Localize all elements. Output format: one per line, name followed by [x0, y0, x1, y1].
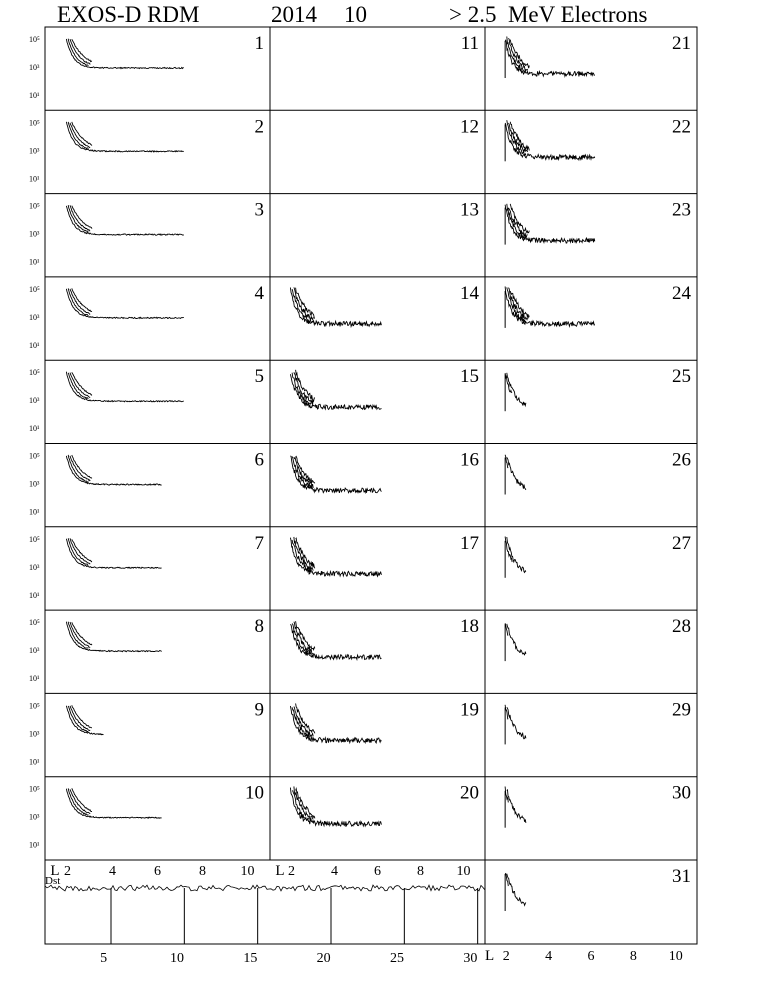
x-tick-label: 6 — [154, 864, 161, 879]
x-axis-label: L — [485, 948, 495, 964]
day-label: 20 — [460, 782, 479, 804]
y-tick-label: 10¹ — [29, 257, 40, 267]
y-tick-label: 10⁵ — [29, 201, 40, 211]
y-tick-label: 10¹ — [29, 840, 40, 850]
chart-month: 10 — [344, 2, 367, 27]
y-tick-label: 10¹ — [29, 507, 40, 517]
y-tick-label: 10⁵ — [29, 368, 40, 378]
y-tick-label: 10³ — [29, 812, 40, 822]
x-tick-label: 10 — [668, 949, 683, 964]
day-label: 31 — [672, 866, 691, 887]
y-tick-label: 10³ — [29, 312, 40, 322]
day-label: 2 — [254, 116, 264, 138]
panel-frames — [45, 27, 697, 944]
day-label: 19 — [460, 699, 479, 721]
flux-trace-day-23 — [505, 205, 595, 243]
x-tick-label: 10 — [456, 864, 471, 879]
y-tick-label: 10⁵ — [29, 451, 40, 461]
day-label: 4 — [254, 282, 264, 304]
day-label: 27 — [672, 532, 691, 554]
day-label: 11 — [460, 33, 479, 54]
flux-trace-day-29 — [507, 707, 526, 739]
y-tick-label: 10³ — [29, 146, 40, 156]
x-axis-label: L — [50, 863, 60, 879]
y-tick-label: 10³ — [29, 479, 40, 489]
flux-trace-day-10 — [66, 789, 161, 819]
flux-trace-day-27 — [505, 537, 512, 563]
y-tick-label: 10⁵ — [29, 35, 40, 44]
flux-trace-day-15 — [290, 374, 381, 409]
y-tick-label: 10¹ — [29, 91, 40, 100]
x-tick-label: 8 — [417, 864, 424, 879]
day-label: 13 — [460, 199, 479, 221]
flux-trace-day-30 — [507, 790, 526, 823]
day-label: 5 — [254, 366, 264, 388]
y-tick-label: 10¹ — [29, 174, 40, 184]
flux-trace-day-25 — [505, 373, 512, 393]
x-tick-label: 8 — [199, 864, 206, 879]
day-label: 7 — [254, 532, 264, 554]
flux-trace-day-22 — [505, 123, 595, 160]
chart-title: EXOS-D RDM — [57, 2, 200, 27]
flux-trace-day-28 — [507, 624, 526, 655]
outer-frame — [45, 27, 697, 944]
y-tick-label: 10¹ — [29, 424, 40, 434]
x-tick-label: 4 — [109, 864, 116, 879]
day-label: 22 — [672, 116, 691, 138]
bottom-axis-tick: 5 — [100, 951, 108, 966]
day-label: 26 — [672, 449, 691, 471]
day-label: 28 — [672, 616, 691, 638]
flux-trace-day-18 — [290, 624, 381, 659]
y-tick-label: 10³ — [29, 229, 40, 239]
y-tick-label: 10⁵ — [29, 784, 40, 794]
flux-trace-day-25 — [507, 373, 526, 406]
day-label: 12 — [460, 116, 479, 138]
x-tick-label: 2 — [64, 864, 71, 879]
flux-trace-day-14 — [292, 289, 311, 323]
bottom-axis-tick: 25 — [390, 951, 404, 966]
day-label: 17 — [460, 532, 479, 554]
day-label: 10 — [245, 782, 264, 804]
day-label: 3 — [254, 199, 264, 221]
day-label: 14 — [460, 282, 479, 304]
y-tick-label: 10³ — [29, 63, 40, 72]
x-tick-label: 8 — [629, 949, 637, 964]
day-label: 18 — [460, 616, 479, 638]
day-label: 25 — [672, 366, 691, 388]
x-tick-label: 4 — [545, 949, 553, 964]
y-tick-label: 10³ — [29, 396, 40, 406]
axis-labels — [29, 33, 692, 966]
day-label: 16 — [460, 449, 479, 471]
flux-trace-day-14 — [290, 288, 381, 327]
chart-year: 2014 — [271, 2, 317, 27]
day-label: 6 — [254, 449, 264, 471]
day-label: 29 — [672, 699, 691, 721]
flux-traces — [66, 37, 594, 912]
y-tick-label: 10¹ — [29, 340, 40, 350]
y-tick-label: 10³ — [29, 562, 40, 572]
flux-trace-day-1 — [66, 39, 183, 69]
bottom-axis-tick: 15 — [243, 951, 258, 966]
chart-product: > 2.5 MeV Electrons — [449, 2, 648, 27]
x-tick-label: 4 — [331, 864, 338, 879]
day-label: 30 — [672, 782, 691, 804]
flux-trace-day-26 — [507, 457, 526, 490]
y-tick-label: 10⁵ — [29, 701, 40, 711]
flux-trace-day-19 — [290, 706, 381, 743]
y-tick-label: 10¹ — [29, 674, 40, 684]
day-label: 8 — [254, 616, 264, 638]
day-label: 24 — [672, 282, 691, 304]
dst-label: Dst — [45, 875, 61, 887]
y-tick-label: 10¹ — [29, 590, 40, 600]
day-label: 15 — [460, 366, 479, 388]
y-tick-label: 10³ — [29, 646, 40, 656]
y-tick-label: 10⁵ — [29, 118, 40, 128]
y-tick-label: 10³ — [29, 729, 40, 739]
bottom-axis-tick: 10 — [170, 951, 184, 966]
flux-trace-day-31 — [507, 874, 526, 906]
day-label: 9 — [254, 699, 264, 721]
day-label: 21 — [672, 33, 691, 54]
x-tick-label: 10 — [240, 864, 255, 879]
x-tick-label: 2 — [288, 864, 295, 879]
x-tick-label: 2 — [502, 949, 510, 964]
bottom-axis-tick: 20 — [316, 951, 331, 966]
day-label: 23 — [672, 199, 691, 221]
day-label: 1 — [254, 33, 264, 54]
y-tick-label: 10⁵ — [29, 284, 40, 294]
x-axis-label: L — [275, 863, 285, 879]
y-tick-label: 10¹ — [29, 757, 40, 767]
x-tick-label: 6 — [374, 864, 381, 879]
x-tick-label: 6 — [587, 949, 595, 964]
y-tick-label: 10⁵ — [29, 534, 40, 544]
flux-trace-day-3 — [66, 206, 183, 235]
bottom-axis-tick: 30 — [463, 951, 478, 966]
y-tick-label: 10⁵ — [29, 618, 40, 628]
